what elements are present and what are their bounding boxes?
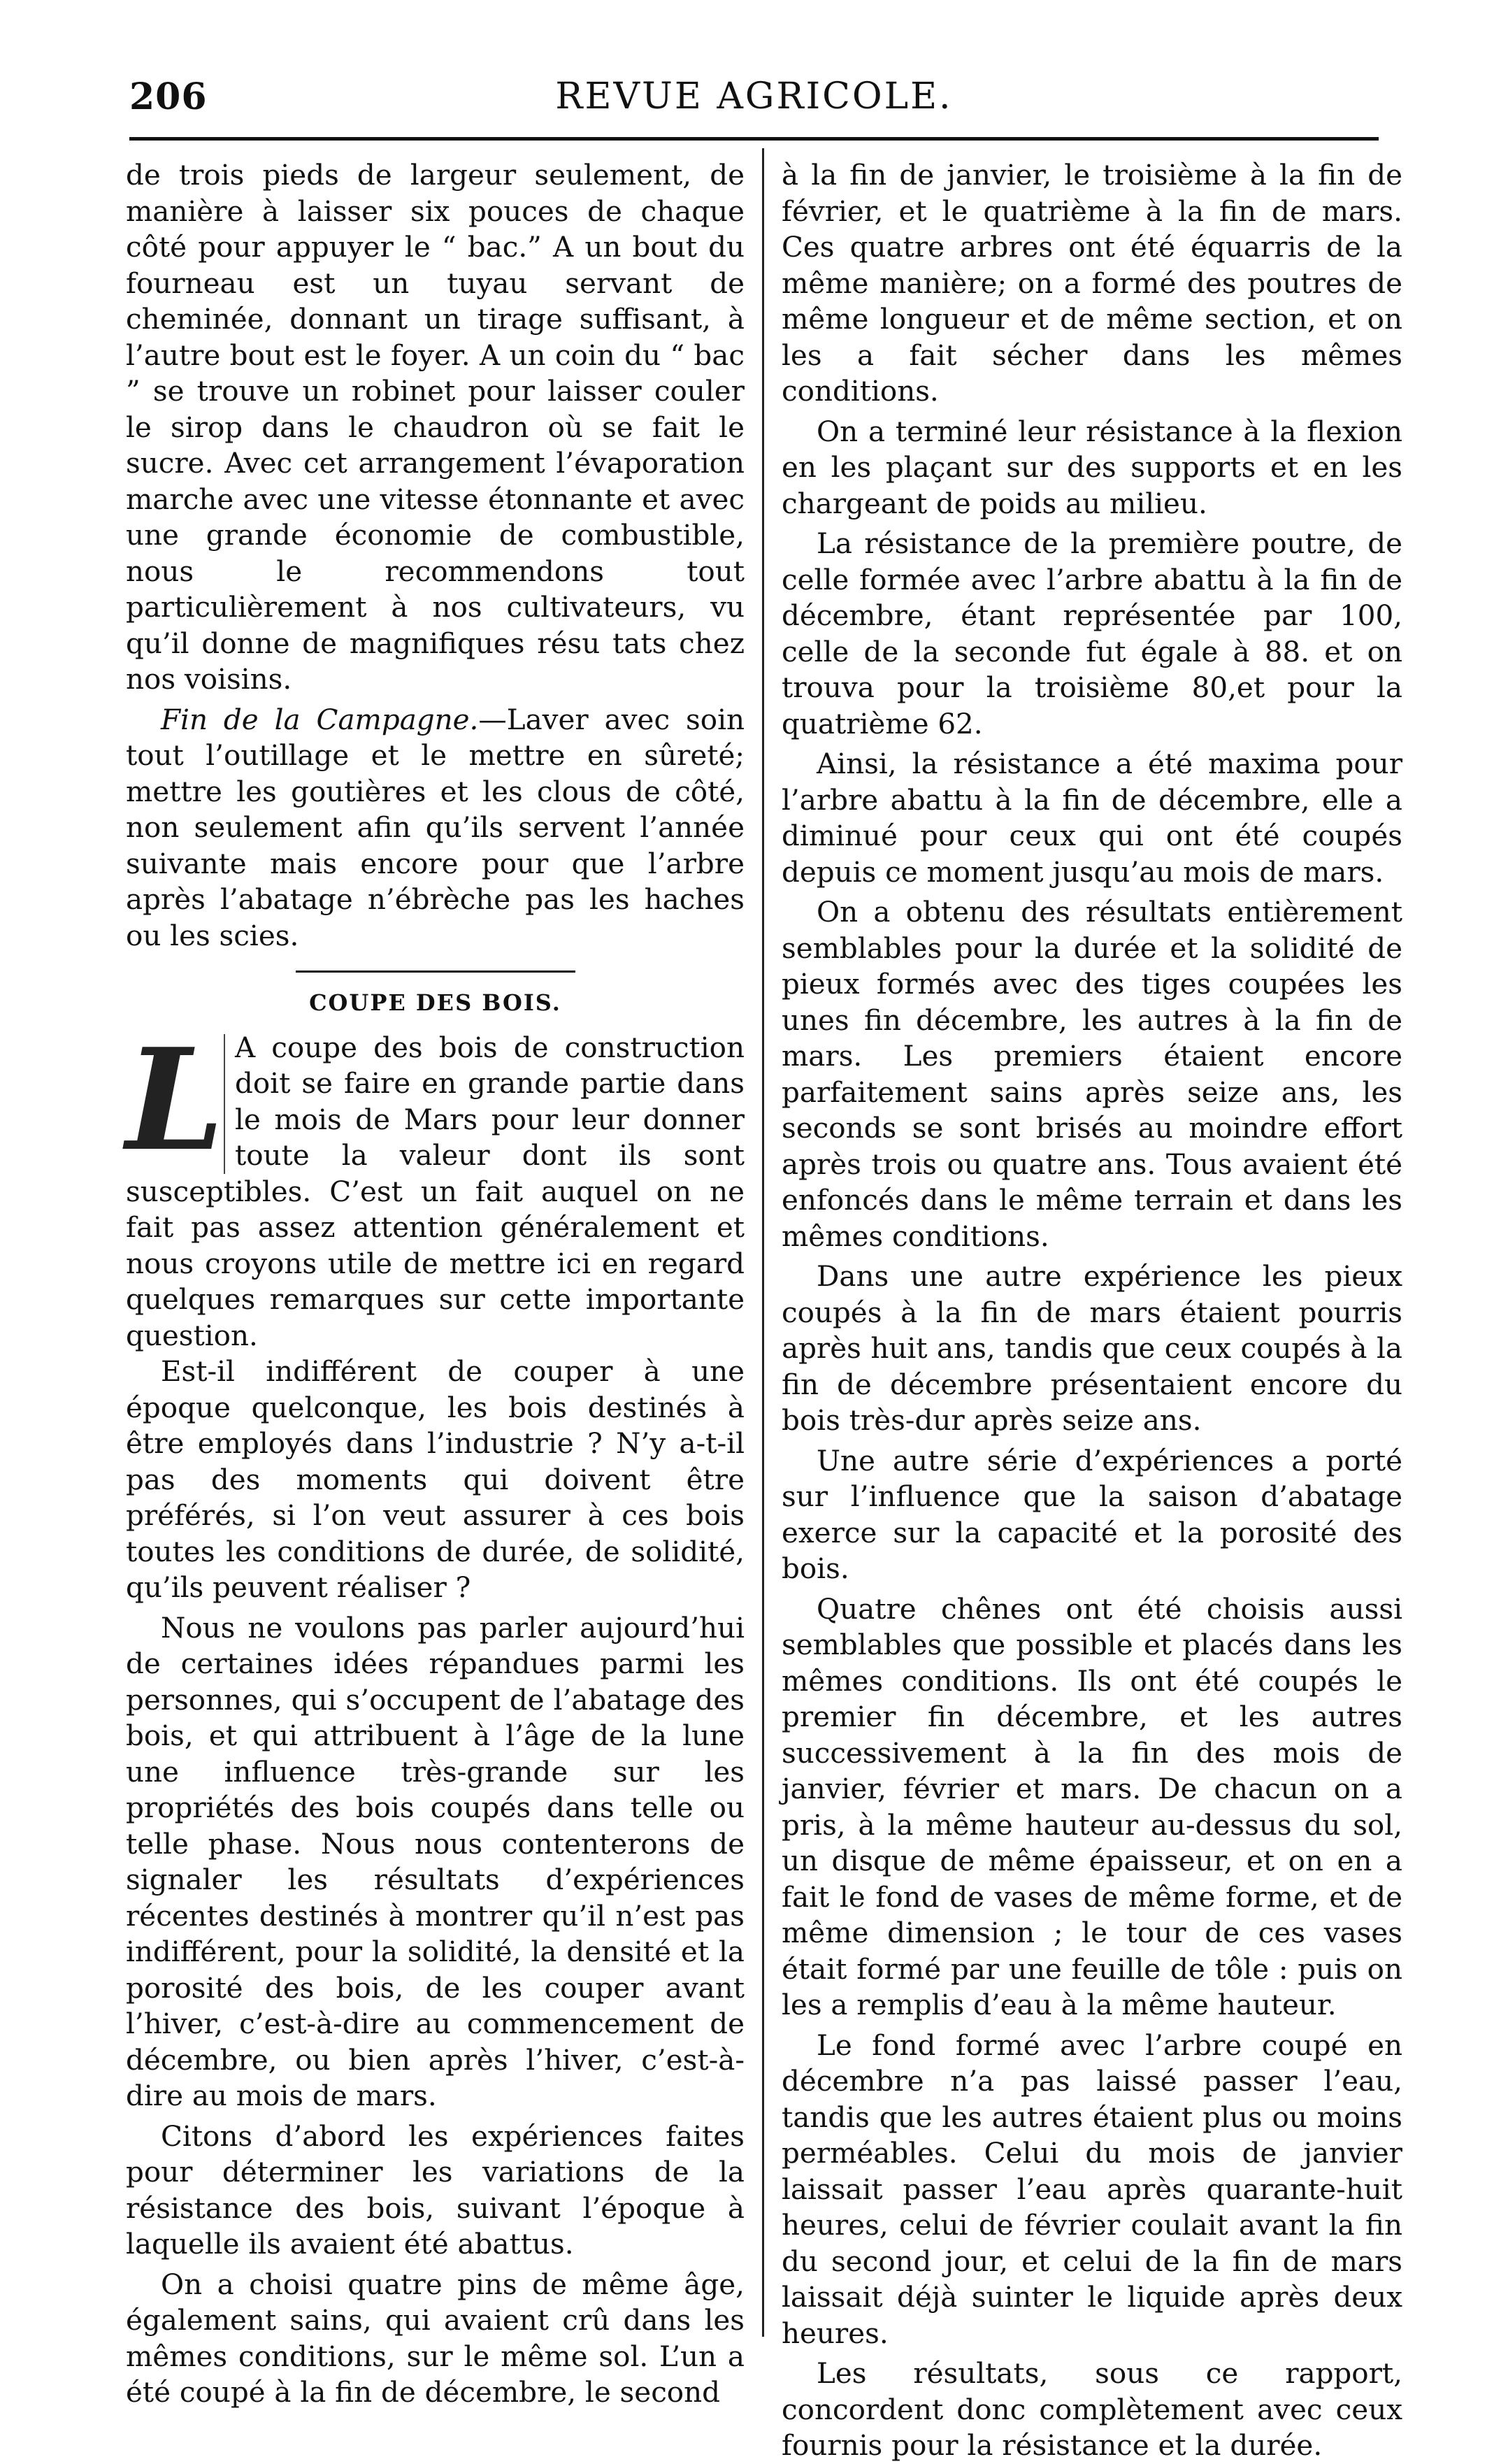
header-rule [129, 137, 1379, 141]
dropcap-letter: L [126, 1017, 224, 1182]
paragraph: Nous ne voulons pas parler aujourd’hui de certaines idées répandues parmi les personnes, qui s’occupent de l’abatage des bois, et qui attribuent à l’âge de la lune une influence très-grande sur les propriétés des bois coupés dans telle ou telle phase. Nous nous contenterons de signaler les résultats d’expériences récentes destinés à montrer qu’il n’est pas indifférent, pour la solidité, la densité et la porosité des bois, de les couper avant l’hiver, c’est-à-dire au commencement de décembre, ou bien après l’hiver, c’est-à-dire au mois de mars. [126, 1610, 745, 2112]
paragraph: On a choisi quatre pins de même âge, également sains, qui avaient crû dans les mêmes conditions, sur le même sol. L’un a été coupé à la fin de décembre, le second [126, 2267, 745, 2409]
section-title: COUPE DES BOIS. [309, 989, 561, 1016]
paragraph-text: —Laver avec soin tout l’outillage et le mettre en sûreté; mettre les goutières et les clous de côté, non seulement afin qu’ils servent l’année suivante mais encore pour que l’arbre après l’abatage n’ébrèche pas les haches ou les scies. [126, 702, 745, 952]
left-column [126, 157, 745, 2411]
italic-heading: Fin de la Campagne. [161, 702, 479, 736]
page-number: 206 [129, 76, 208, 118]
paragraph: à la fin de janvier, le troisième à la fin de février, et le quatrième à la fin de mars. Ces quatre arbres ont été équarris de la même manière; on a formé des poutres de même longueur et de même section, et on les a fait sécher dans les mêmes conditions. [782, 158, 1402, 408]
paragraph: La résistance de la première poutre, de celle formée avec l’arbre abattu à la fin de décembre, étant représentée par 100, celle de la seconde fut égale à 88. et on trouva pour la troisième 80,et pour la quatrième 62. [782, 527, 1402, 740]
page-header [129, 76, 1379, 131]
paragraph [126, 702, 745, 954]
paragraph: Ainsi, la résistance a été maxima pour l’arbre abattu à la fin de décembre, elle a diminué pour ceux qui ont été coupés depuis ce moment jusqu’au mois de mars. [782, 747, 1402, 889]
paragraph: Citons d’abord les expériences faites pour déterminer les variations de la résistance des bois, suivant l’époque à laquelle ils avaient été abattus. [126, 2119, 745, 2261]
paragraph: Le fond formé avec l’arbre coupé en décembre n’a pas laissé passer l’eau, tandis que les autres étaient plus ou moins perméables. Celui du mois de janvier laissait passer l’eau après quarante-huit heures, celui de février coulait avant la fin du second jour, et celui de la fin de mars laissait déjà suinter le liquide après deux heures. [782, 2028, 1402, 2350]
column-divider [762, 148, 764, 2337]
paragraph: On a obtenu des résultats entièrement semblables pour la durée et la solidité de pieux formés avec des tiges coupées les unes fin décembre, les autres à la fin de mars. Les premiers étaient encore parfaitement sains après seize ans, les seconds se sont brisés au moindre effort après trois ou quatre ans. Tous avaient été enfoncés dans le même terrain et dans les mêmes conditions. [782, 895, 1402, 1253]
dropcap-block [126, 1017, 745, 1354]
paragraph: Quatre chênes ont été choisis aussi semblables que possible et placés dans les mêmes conditions. Ils ont été coupés le premier fin décembre, et les autres successivement à la fin des mois de janvier, février et mars. De chacun on a pris, à la même hauteur au-dessus du sol, un disque de même épaisseur, et on en a fait le fond de vases de même forme, et de même dimension ; le tour de ces vases était formé par une feuille de tôle : puis on les a remplis d’eau à la même hauteur. [782, 1591, 1402, 2021]
section-separator [296, 970, 575, 973]
running-title: REVUE AGRICOLE. [555, 76, 953, 117]
paragraph: Une autre série d’expériences a porté sur l’influence que la saison d’abatage exerce sur la capacité et la porosité des bois. [782, 1443, 1402, 1585]
paragraph: Dans une autre expérience les pieux coupés à la fin de mars étaient pourris après huit ans, tandis que ceux coupés à la fin de décembre présentaient encore du bois très-dur après seize ans. [782, 1259, 1402, 1437]
paragraph: Les résultats, sous ce rapport, concordent donc complètement avec ceux fournis pour la résistance et la durée. [782, 2356, 1402, 2462]
paragraph: On a terminé leur résistance à la flexion en les plaçant sur des supports et en les chargeant de poids au milieu. [782, 414, 1402, 520]
paragraph: Est-il indifférent de couper à une époque quelconque, les bois destinés à être employés dans l’industrie ? N’y a-t-il pas des moments qui doivent être préférés, si l’on veut assurer à ces bois toutes les conditions de durée, de solidité, qu’ils peuvent réaliser ? [126, 1354, 745, 1604]
paragraph: de trois pieds de largeur seulement, de manière à laisser six pouces de chaque côté pour appuyer le “ bac.” A un bout du fourneau est un tuyau servant de cheminée, donnant un tirage suffisant, à l’autre bout est le foyer. A un coin du “ bac ” se trouve un robinet pour laisser couler le sirop dans le chaudron où se fait le sucre. Avec cet arrangement l’évaporation marche avec une vitesse étonnante et avec une grande économie de combustible, nous le recommendons tout particulièrement à nos cultivateurs, vu qu’il donne de magnifiques résu tats chez nos voisins. [126, 158, 745, 696]
paragraph: A coupe des bois de construction doit se faire en grande partie dans le mois de Mars pour leur donner toute la valeur dont ils sont susceptibles. C’est un fait auquel on ne fait pas assez attention généralement et nous croyons utile de mettre ici en regard quelques remarques sur cette importante question. [126, 1030, 745, 1352]
right-column [782, 157, 1402, 2464]
